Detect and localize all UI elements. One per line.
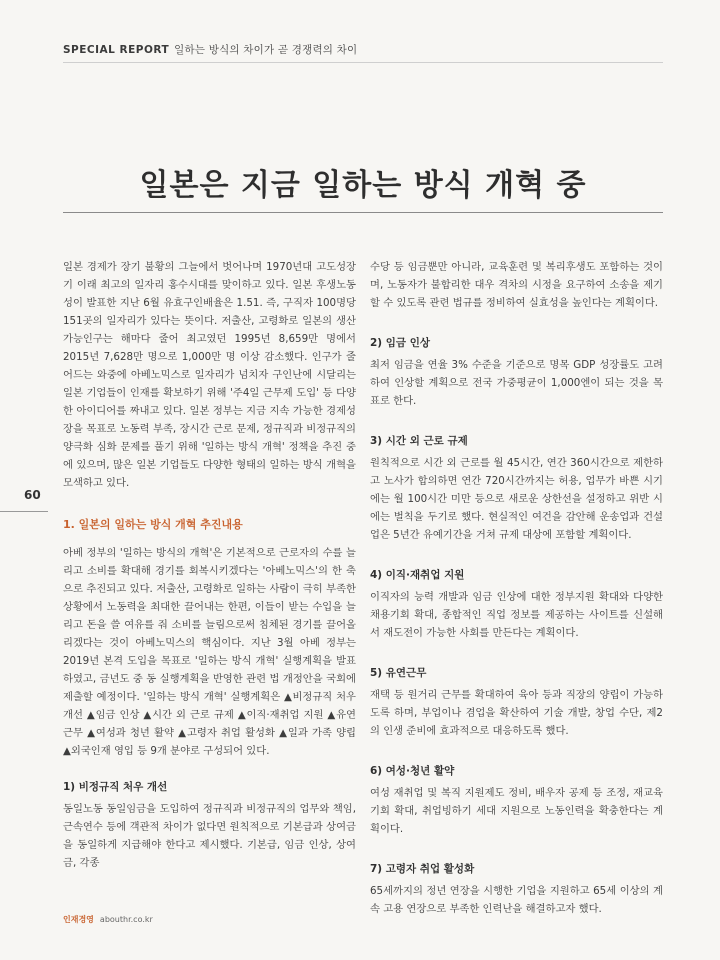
- subsection-title-5: 5) 유연근무: [370, 667, 427, 679]
- subsection-body-5: 재택 등 원거리 근무를 확대하여 육아 등과 직장의 양립이 가능하도록 하며, 부업이나 겸업을 확산하여 기술 개발, 창업 수단, 제2의 인생 준비에 효과적으로 대응하도록 했다.: [370, 689, 663, 737]
- subsection-title-3: 3) 시간 외 근로 규제: [370, 435, 468, 447]
- continued-paragraph: 수당 등 임금뿐만 아니라, 교육훈련 및 복리후생도 포함하는 것이며, 노동자가 불합리한 대우 격차의 시정을 요구하여 소송을 제기할 수 있도록 관련 법규를 정비하여 실효성을 높인다는 계획이다.: [370, 261, 663, 309]
- section-body: 아베 정부의 '일하는 방식의 개혁'은 기본적으로 근로자의 수를 늘리고 소비를 확대해 경기를 회복시키겠다는 '아베노믹스'의 한 축으로 추진되고 있다. 저출산, 고령화로 일하는 사람이 극히 부족한 상황에서 노동력을 최대한 끌어내는 한편, 이들이 받는 수입을 늘리고 돈을 쓸 여유를 줘 소비를 늘림으로써 침체된 경기를 끌어올리겠다는 것이 아베노믹스의 핵심이다. 지난 3월 아베 정부는 2019년 본격 도입을 목표로 '일하는 방식 개혁' 실행계획을 발표하였고, 금년도 중 동 실행계획을 반영한 관련 법 개정안을 국회에 제출할 예정이다. '일하는 방식 개혁' 실행계획은 ▲비정규직 처우 개선 ▲임금 인상 ▲시간 외 근로 규제 ▲이직·재취업 지원 ▲유연근무 ▲여성과 청년 활약 ▲고령자 취업 활성화 ▲일과 가족 양립 ▲외국인재 영입 등 9개 분야로 구성되어 있다.: [63, 547, 356, 757]
- subsection-body-7: 65세까지의 정년 연장을 시행한 기업을 지원하고 65세 이상의 계속 고용 연장으로 부족한 인력난을 해결하고자 했다.: [370, 885, 663, 915]
- page-number-rule: [0, 511, 48, 512]
- subsection-title-6: 6) 여성·청년 활약: [370, 765, 455, 777]
- title-divider: [63, 212, 663, 213]
- website-url: abouthr.co.kr: [99, 915, 153, 924]
- subsection-body-4: 이직자의 능력 개발과 임금 인상에 대한 정부지원 확대와 다양한 채용기회 확대, 종합적인 직업 정보를 제공하는 사이트를 신설해서 재도전이 가능한 사회를 만든다는 계획이다.: [370, 591, 663, 639]
- section-title: 1. 일본의 일하는 방식 개혁 추진내용: [63, 518, 243, 531]
- subsection-title-1: 1) 비정규직 처우 개선: [63, 781, 168, 793]
- subsection-body-6: 여성 재취업 및 복직 지원제도 정비, 배우자 공제 등 조정, 재교육 기회 확대, 취업빙하기 세대 지원으로 노동인력을 확충한다는 계획이다.: [370, 787, 663, 835]
- subsection-body-2: 최저 임금을 연율 3% 수준을 기준으로 명목 GDP 성장률도 고려하여 인상할 계획으로 전국 가중평균이 1,000엔이 되는 것을 목표로 한다.: [370, 359, 663, 407]
- page-footer: [63, 914, 153, 925]
- article-title: 일본은 지금 일하는 방식 개혁 중: [139, 168, 587, 203]
- header-divider: [63, 62, 663, 63]
- page-number: 60: [24, 488, 41, 502]
- subsection-body-1: 동일노동 동일임금을 도입하여 정규직과 비정규직의 업무와 책임, 근속연수 등에 객관적 차이가 없다면 원칙적으로 기본급과 상여금을 동일하게 지급해야 한다고 제시했다. 기본급, 임금 인상, 상여금, 각종: [63, 803, 356, 869]
- intro-paragraph: 일본 경제가 장기 불황의 그늘에서 벗어나며 1970년대 고도성장기 이래 최고의 일자리 홍수시대를 맞이하고 있다. 일본 후생노동성이 발표한 지난 6월 유효구인배율은 1.51. 즉, 구직자 100명당 151곳의 일자리가 있다는 뜻이다. 저출산, 고령화로 일본의 생산가능인구는 해마다 줄어 최고였던 1995년 8,659만 명에서 2015년 7,628만 명으로 1,000만 명 이상 감소했다. 인구가 줄어드는 와중에 아베노믹스로 일자리가 넘치자 구인난에 시달리는 일본 기업들이 인재를 확보하기 위해 '주4일 근무제 도입' 등 다양한 아이디어를 짜내고 있다. 일본 정부는 지금 지속 가능한 경제성장을 목표로 노동력 부족, 장시간 근로 문제, 정규직과 비정규직의 양극화 심화 문제를 풀기 위해 '일하는 방식 개혁' 정책을 추진 중에 있으며, 많은 일본 기업들도 다양한 형태의 일하는 방식 개혁을 모색하고 있다.: [63, 261, 356, 489]
- magazine-brand: 인재경영: [63, 915, 94, 924]
- report-subtitle: 일하는 방식의 차이가 곧 경쟁력의 차이: [174, 44, 358, 56]
- left-column: [63, 258, 356, 872]
- subsection-title-2: 2) 임금 인상: [370, 337, 430, 349]
- special-report-label: SPECIAL REPORT: [63, 44, 170, 56]
- subsection-title-7: 7) 고령자 취업 활성화: [370, 863, 475, 875]
- report-header: [63, 42, 357, 57]
- subsection-body-3: 원칙적으로 시간 외 근로를 월 45시간, 연간 360시간으로 제한하고 노사가 합의하면 연간 720시간까지는 허용, 업무가 바쁜 시기에는 월 100시간 미만 등으로 새로운 상한선을 설정하고 위반 시에는 벌칙을 두기로 했다. 현실적인 여건을 감안해 운송업과 건설업은 5년간 유예기간을 거쳐 규제 대상에 포함할 계획이다.: [370, 457, 663, 541]
- right-column: [370, 258, 663, 918]
- subsection-title-4: 4) 이직·재취업 지원: [370, 569, 465, 581]
